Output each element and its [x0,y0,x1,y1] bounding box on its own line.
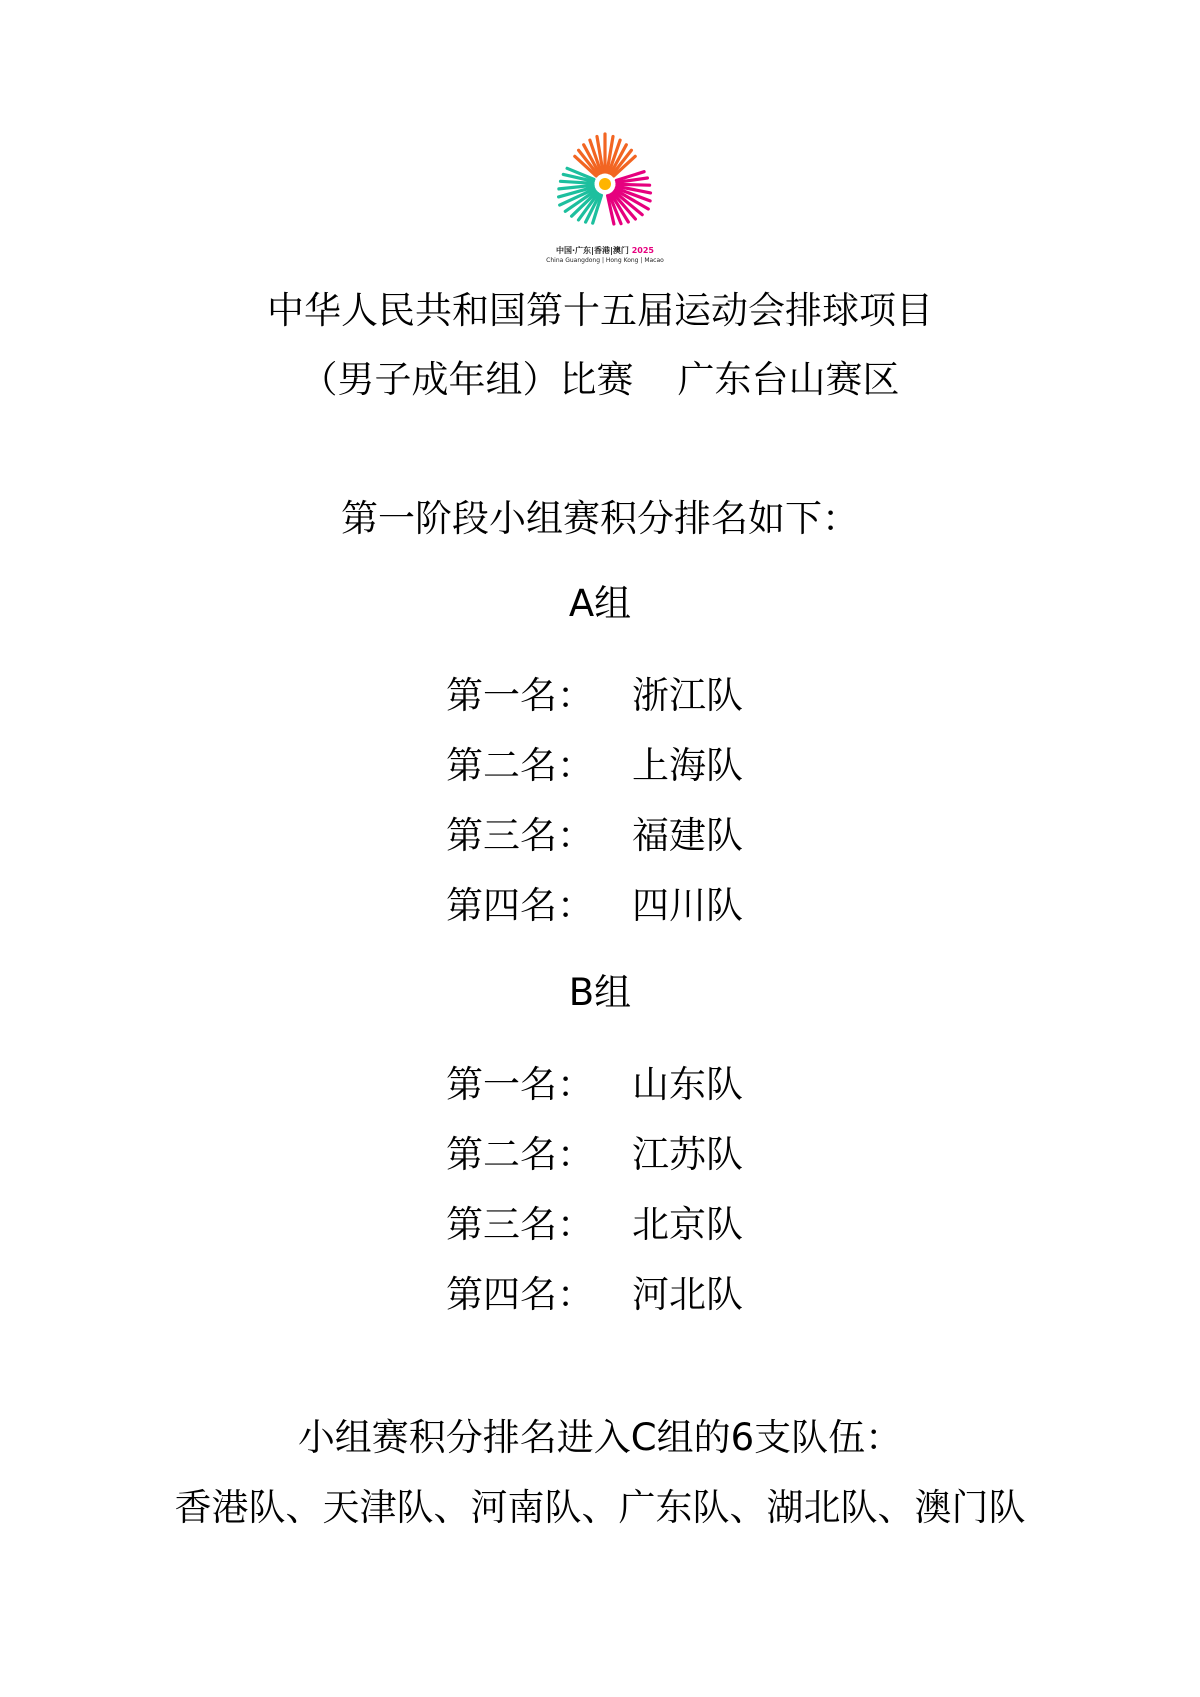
ranking-row [446,1063,846,1133]
logo-caption-cn: 中国·广东|香港|澳门 2025 [556,246,654,255]
ranking-row [446,674,846,744]
team-name: 上海队 [632,744,743,787]
logo-caption-en: China Guangdong | Hong Kong | Macao [546,257,664,264]
logo-core [599,178,611,190]
rank-label: 第二名： [446,744,594,787]
group-a-heading: A组 [568,582,632,625]
document-title-line2 [0,358,1200,402]
group-b-rankings [446,1063,846,1343]
team-name: 福建队 [632,814,743,857]
title-event: （男子成年组）比赛 [300,358,634,401]
ranking-row [446,1133,846,1203]
rank-label: 第三名： [446,1203,594,1246]
rank-label: 第二名： [446,1133,594,1176]
logo-ray [617,184,650,185]
games-emblem-icon [540,122,670,242]
group-c-teams: 香港队、天津队、河南队、广东队、湖北队、澳门队 [174,1486,1026,1529]
ranking-row [446,814,846,884]
games-logo [540,122,670,267]
rank-label: 第四名： [446,884,594,927]
ranking-row [446,1273,846,1343]
rank-label: 第一名： [446,674,594,717]
team-name: 河北队 [632,1273,743,1316]
team-name: 山东队 [632,1063,743,1106]
team-name: 江苏队 [632,1133,743,1176]
logo-year: 2025 [631,246,654,255]
group-b-heading: B组 [568,971,632,1014]
group-c-heading: 小组赛积分排名进入C组的6支队伍： [297,1416,903,1459]
team-name: 北京队 [632,1203,743,1246]
document-title-line1: 中华人民共和国第十五届运动会排球项目 [267,289,933,332]
ranking-row [446,1203,846,1273]
team-name: 四川队 [632,884,743,927]
rank-label: 第一名： [446,1063,594,1106]
rank-label: 第三名： [446,814,594,857]
team-name: 浙江队 [632,674,743,717]
ranking-row [446,744,846,814]
ranking-row [446,884,846,954]
title-venue: 广东台山赛区 [677,358,900,401]
stage-heading: 第一阶段小组赛积分排名如下： [341,497,859,540]
rank-label: 第四名： [446,1273,594,1316]
group-a-rankings [446,674,846,954]
